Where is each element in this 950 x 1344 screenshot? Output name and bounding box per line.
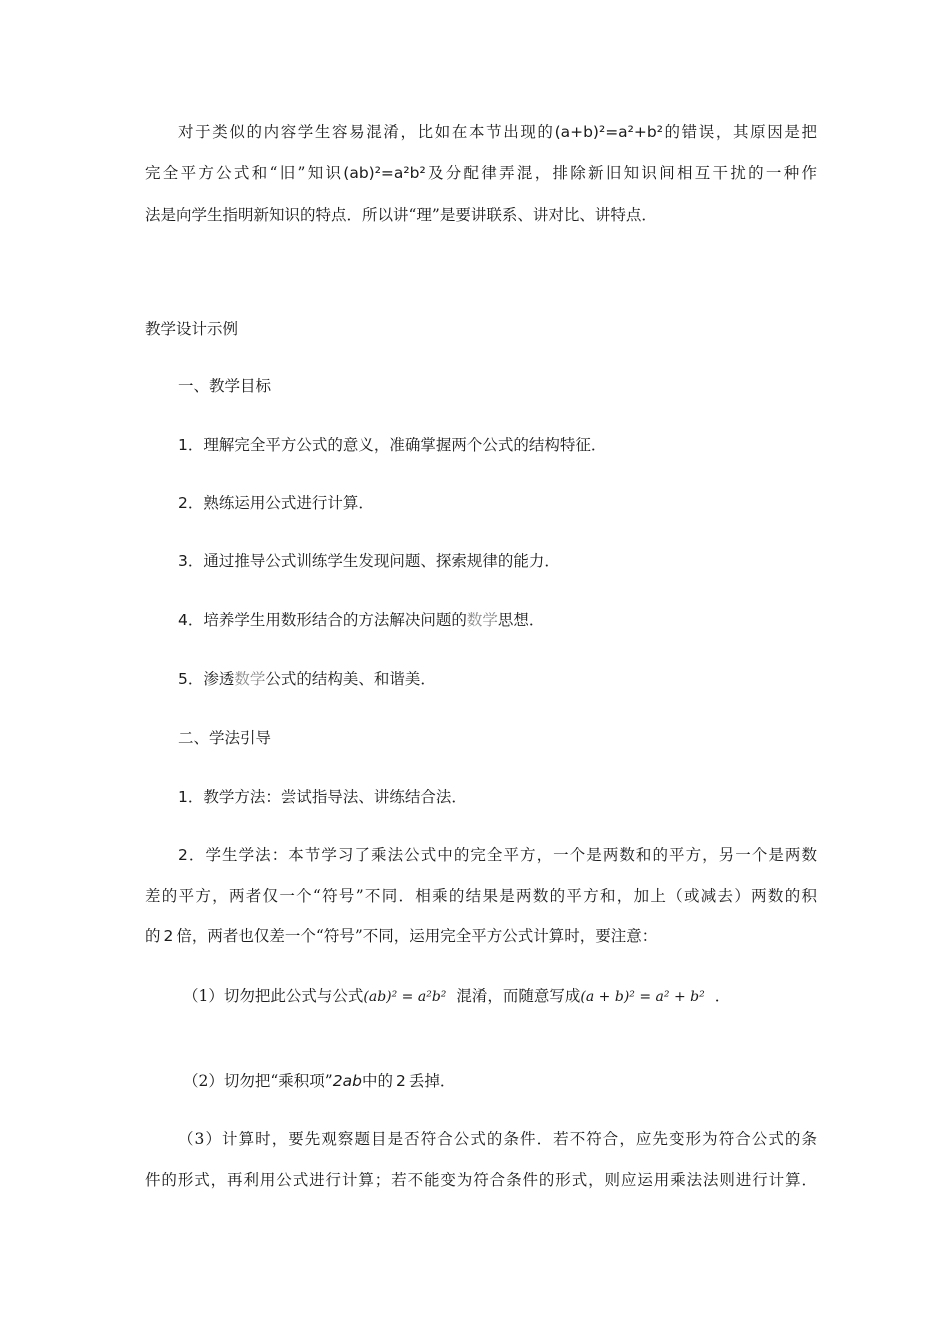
item-text: ．通过推导公式训练学生发现问题、探索规律的能力．	[187, 552, 560, 570]
guide-item-2-line2: 差的平方，两者仅一个“符号”不同．相乘的结果是两数的平方和，加上（或减去）两数的积	[145, 887, 817, 905]
number: 2	[163, 927, 174, 945]
goal-item-5	[178, 668, 817, 690]
item-text: ．教学方法：尝试指导法、讲练结合法．	[187, 788, 467, 806]
formula: (a+b)²=a²+b²	[554, 123, 663, 141]
text: 及分配律弄混，排除新旧知识间相互干扰的一种作	[425, 164, 817, 182]
formula: (ab)² = a²b²	[363, 989, 447, 1005]
guide-item-2-line3	[145, 925, 817, 947]
item-text: 公式的结构美、和谐美．	[265, 670, 436, 688]
note-label: （2）	[183, 1072, 224, 1090]
guide-item-2-line1	[178, 844, 817, 866]
item-text: ．理解完全平方公式的意义，准确掌握两个公式的结构特征．	[187, 436, 607, 454]
goals-heading: 一、教学目标	[178, 377, 272, 395]
term: 2ab	[332, 1072, 362, 1090]
note-1	[183, 985, 817, 1008]
guide-heading: 二、学法引导	[178, 729, 272, 747]
text: 完全平方公式和“旧”知识	[145, 164, 344, 182]
note-3-line1	[178, 1128, 817, 1150]
math-link[interactable]: 数学	[466, 611, 498, 629]
item-number: 3	[178, 552, 188, 570]
text: ．	[714, 987, 731, 1005]
item-number: 2	[178, 494, 188, 512]
item-text: ．学生学法：本节学习了乘法公式中的完全平方，一个是两数和的平方，另一个是两数	[187, 846, 817, 864]
text: 对于类似的内容学生容易混淆，比如在本节出现的	[178, 123, 555, 141]
item-text: ．渗透	[187, 670, 235, 688]
goal-item-2	[178, 492, 817, 514]
text: 切勿把“乘积项”	[223, 1072, 333, 1090]
item-number: 1	[178, 788, 188, 806]
note-2	[183, 1070, 817, 1092]
item-text: ．熟练运用公式进行计算．	[187, 494, 374, 512]
number: 2	[395, 1072, 406, 1090]
goal-item-1	[178, 434, 817, 456]
guide-item-1	[178, 786, 817, 808]
text: 的错误，其原因是把	[662, 123, 817, 141]
para1-line3: 法是向学生指明新知识的特点．所以讲“理”是要讲联系、讲对比、讲特点．	[145, 206, 657, 224]
text: 丢掉．	[408, 1072, 456, 1090]
text: 中的	[361, 1072, 393, 1090]
item-number: 4	[178, 611, 188, 629]
text: 的	[145, 927, 161, 945]
item-number: 2	[178, 846, 188, 864]
note-label: （1）	[183, 987, 224, 1005]
formula: (a + b)² = a² + b²	[580, 989, 705, 1005]
note-3-line2: 件的形式，再利用公式进行计算；若不能变为符合条件的形式，则应运用乘法法则进行计算．	[145, 1171, 817, 1189]
note-label: （3）	[178, 1130, 223, 1148]
goal-item-4	[178, 609, 817, 631]
text: 倍，两者也仅差一个“符号”不同，运用完全平方公式计算时，要注意：	[176, 927, 658, 945]
text: 切勿把此公式与公式	[223, 987, 364, 1005]
item-text: 思想．	[497, 611, 545, 629]
item-number: 1	[178, 436, 188, 454]
item-text: ．培养学生用数形结合的方法解决问题的	[187, 611, 467, 629]
para1-line2	[145, 162, 817, 184]
para1-line1	[178, 121, 817, 143]
text: 混淆，而随意写成	[456, 987, 581, 1005]
text: 计算时，要先观察题目是否符合公式的条件．若不符合，应先变形为符合公式的条	[222, 1130, 817, 1148]
goal-item-3	[178, 550, 817, 572]
formula: (ab)²=a²b²	[343, 164, 426, 182]
item-number: 5	[178, 670, 188, 688]
section-title: 教学设计示例	[145, 320, 239, 338]
math-link[interactable]: 数学	[234, 670, 266, 688]
